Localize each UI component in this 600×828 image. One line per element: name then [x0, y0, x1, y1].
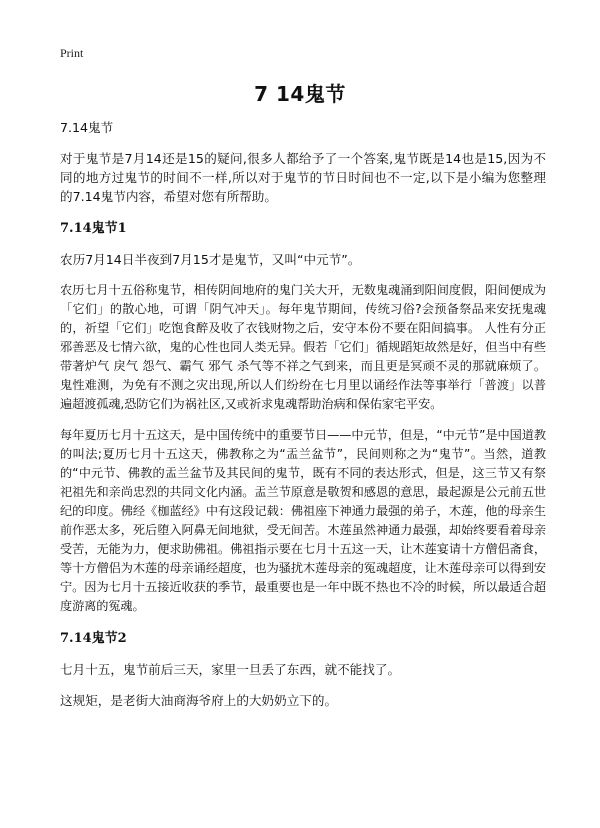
article-body — [60, 118, 546, 710]
section1-paragraph-1: 农历7月14日半夜到7月15才是鬼节，又叫“中元节”。 — [60, 252, 361, 267]
subtitle: 7.14鬼节 — [60, 120, 114, 135]
print-link[interactable]: Print — [60, 46, 84, 60]
section2-paragraph-1: 七月十五，鬼节前后三天，家里一旦丢了东西，就不能找了。 — [60, 662, 401, 677]
section1-paragraph-3: 每年夏历七月十五这天，是中国传统中的重要节日——中元节，但是，“中元节”是中国道教的叫法;夏历七月十五这天，佛教称之为“盂兰盆节”，民间则称之为“鬼节”。当然，道教的“中元节、佛教的盂兰盆节及其民间的鬼节，既有不同的表达形式，但是，这三节又有祭祀祖先和亲尚忠烈的共同文化内涵。盂兰节原意是敬贺和感恩的意思，最起源是公元前五世纪的印度。佛经《枷蓝经》中有这段记载：佛祖座下神通力最强的弟子，木莲，他的母亲生前作恶太多，死后堕入阿鼻无间地狱，受无间苦。木莲虽然神通力最强，却始终要看着母亲受苦，无能为力，便求助佛祖。佛祖指示要在七月十五这一天，让木莲宴请十方僧侣斋食，等十方僧侣为木莲的母亲诵经超度，也为骚扰木莲母亲的冤魂超度，让木莲母亲可以得到安宁。因为七月十五接近收获的季节，最重要也是一年中既不热也不冷的时候，所以最适合超度游离的冤魂。 — [60, 428, 546, 613]
section-heading-1: 7.14鬼节1 — [60, 221, 127, 236]
page-title: 7 14鬼节 — [254, 82, 346, 106]
section2-paragraph-2: 这规矩，是老街大油商海爷府上的大奶奶立下的。 — [60, 693, 338, 708]
section-heading-2: 7.14鬼节2 — [60, 631, 127, 646]
intro-paragraph: 对于鬼节是7月14还是15的疑问,很多人都给予了一个答案,鬼节既是14也是15,因为不同的地方过鬼节的时间不一样,所以对于鬼节的节日时间也不一定,以下是小编为您整理的7.14鬼节内容，希望对您有所帮助。 — [60, 151, 546, 204]
section1-paragraph-2: 农历七月十五俗称鬼节，相传阴间地府的鬼门关大开，无数鬼魂涌到阳间度假，阳间便成为「它们」的散心地，可谓「阴气冲天」。每年鬼节期间，传统习俗?会预备祭品来安抚鬼魂的，祈望「它们」吃饱食醉及收了衣钱财物之后，安守本份不要在阳间搞事。 人性有分正邪善恶及七情六欲，鬼的心性也同人类无异。假若「它们」循规蹈矩故然是好，但当中有些带著炉气 戾气 怨气、霸气 邪气 杀气等不祥之气到来，而且更是冥顽不灵的那就麻烦了。鬼性难测，为免有不测之灾出现,所以人们纷纷在七月里以诵经作法等事举行「普渡」以普遍超渡孤魂,恐防它们为祸社区,又或祈求鬼魂帮助治病和保佑家宅平安。 — [60, 283, 546, 411]
